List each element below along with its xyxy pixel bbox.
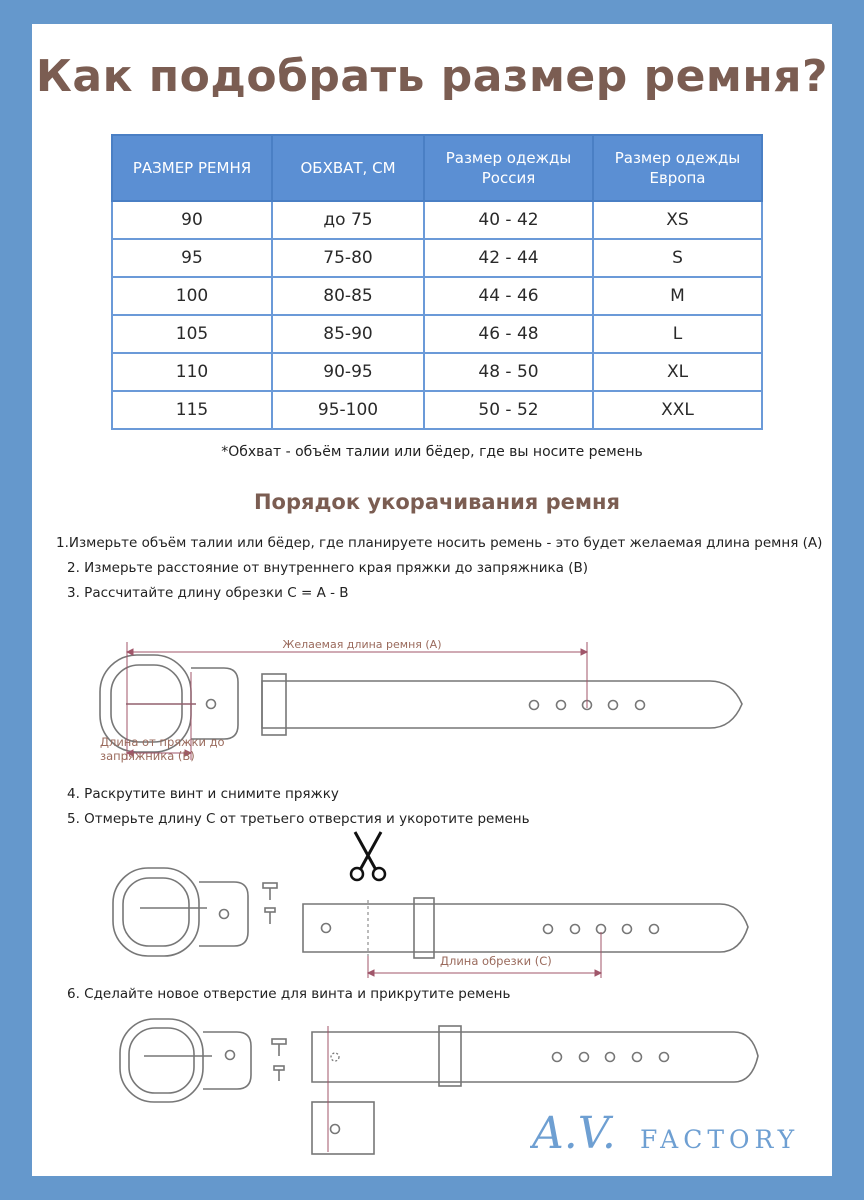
buckle-inner [129,1028,194,1093]
belt-hole [530,701,539,710]
belt-hole [660,1053,669,1062]
section-title: Порядок укорачивания ремня [253,490,621,514]
table-cell: 46 - 48 [424,315,593,353]
arrow-head [368,970,374,976]
screw-icon [274,1066,284,1070]
buckle-frame [120,1019,203,1102]
screw-icon [263,883,277,888]
belt-hole [557,701,566,710]
belt-hole [331,1125,340,1134]
page-title: Как подобрать размер ремня? [35,51,829,102]
belt-hole [544,925,553,934]
belt-loop [262,674,286,735]
brand-logo [530,1102,820,1162]
belt-strap [303,904,748,952]
belt-strap [312,1032,758,1082]
table-row [112,201,762,239]
table-cell: 90 [112,201,272,239]
buckle-frame [113,868,199,956]
new-hole [331,1053,339,1061]
belt-cut-diagram [92,828,772,978]
screw-hole [220,910,229,919]
label-buckle-distance-line: Длина от пряжки до [100,735,225,749]
belt-hole [609,701,618,710]
table-cell: 85-90 [272,315,424,353]
step-2: 2. Измерьте расстояние от внутреннего края пряжки до запряжника (В) [67,560,589,576]
table-cell: 95 [112,239,272,277]
buckle-inner [123,878,189,946]
scissors-icon [351,832,385,880]
buckle-plate [199,882,248,946]
step-1: 1.Измерьте объём талии или бёдер, где планируете носить ремень - это будет желаемая длина ремня (А) [56,535,823,551]
size-guide-sheet [32,24,832,1176]
header-size-russia: Размер одежды Россия [424,135,593,201]
step-5: 5. Отмерьте длину С от третьего отверстия и укоротите ремень [67,811,530,827]
table-cell: XXL [593,391,762,429]
header-belt-size: РАЗМЕР РЕМНЯ [112,135,272,201]
table-cell: XS [593,201,762,239]
belt-strap [262,681,742,728]
table-cell: 42 - 44 [424,239,593,277]
table-cell: 50 - 52 [424,391,593,429]
belt-tip-end [191,668,238,739]
logo-mark: A.V. [532,1108,616,1159]
buckle-plate [203,1032,251,1089]
belt-hole [571,925,580,934]
table-cell: S [593,239,762,277]
girth-footnote: *Обхват - объём талии или бёдер, где вы носите ремень [221,444,643,460]
step-6: 6. Сделайте новое отверстие для винта и прикрутите ремень [67,986,511,1002]
table-cell: 115 [112,391,272,429]
belt-hole [650,925,659,934]
belt-hole [553,1053,562,1062]
belt-hole [623,925,632,934]
table-cell: 100 [112,277,272,315]
cut-off-piece [312,1102,374,1154]
table-cell: 75-80 [272,239,424,277]
screw-icon [272,1039,286,1044]
table-cell: 48 - 50 [424,353,593,391]
table-row [112,315,762,353]
belt-hole [322,924,331,933]
size-table-header-row [112,135,762,201]
table-cell: 110 [112,353,272,391]
table-row [112,277,762,315]
arrow-head [581,649,587,655]
arrow-head [595,970,601,976]
screw-hole [226,1051,235,1060]
belt-loop [439,1026,461,1086]
table-cell: 105 [112,315,272,353]
table-row [112,239,762,277]
arrow-head [127,649,133,655]
belt-hole [636,701,645,710]
table-cell: XL [593,353,762,391]
belt-hole [606,1053,615,1062]
table-cell: 44 - 46 [424,277,593,315]
label-buckle-distance [100,735,225,763]
table-cell: 90-95 [272,353,424,391]
table-cell: L [593,315,762,353]
table-cell: 40 - 42 [424,201,593,239]
screw-hole [207,700,216,709]
belt-hole [633,1053,642,1062]
table-cell: M [593,277,762,315]
table-row [112,391,762,429]
table-row [112,353,762,391]
belt-loop [414,898,434,958]
screw-icon [265,908,275,912]
table-cell: до 75 [272,201,424,239]
step-3: 3. Рассчитайте длину обрезки С = А - В [67,585,349,601]
label-desired-length: Желаемая длина ремня (А) [282,638,442,651]
logo-word: FACTORY [640,1125,800,1154]
label-buckle-distance-line: запряжника (В) [100,749,195,763]
label-cut-length: Длина обрезки (С) [440,954,552,968]
table-cell: 80-85 [272,277,424,315]
belt-hole [580,1053,589,1062]
size-table [111,134,763,430]
header-girth: ОБХВАТ, СМ [272,135,424,201]
step-4: 4. Раскрутите винт и снимите пряжку [67,786,339,802]
table-cell: 95-100 [272,391,424,429]
header-size-europe: Размер одежды Европа [593,135,762,201]
